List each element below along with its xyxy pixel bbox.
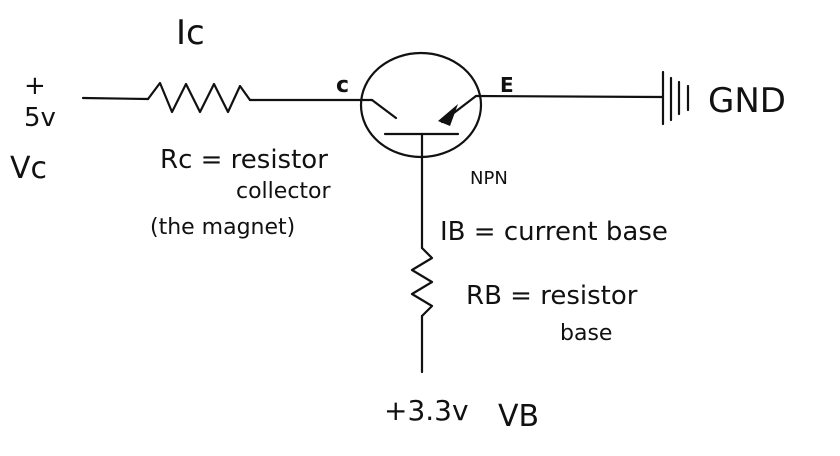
base-supply-label: +3.3v	[384, 394, 469, 427]
collector-resistor-label-line2: collector	[236, 179, 331, 204]
emitter-arrow-icon	[438, 104, 458, 126]
ground-label: GND	[708, 81, 786, 121]
base-current-label: IB = current base	[440, 217, 668, 247]
collector-resistor-symbol	[148, 83, 250, 112]
collector-pin-label: c	[336, 73, 350, 98]
collector-current-label: Ic	[176, 13, 205, 53]
collector-voltage-label: Vc	[10, 151, 48, 186]
collector-supply-wire	[83, 98, 148, 99]
collector-resistor-note: (the magnet)	[150, 215, 296, 240]
transistor-collector-lead	[372, 100, 396, 118]
collector-resistor-label: Rc = resistor	[160, 145, 328, 175]
ground-symbol	[663, 72, 688, 124]
base-resistor-label-line2: base	[560, 321, 613, 346]
base-resistor-symbol	[412, 248, 432, 316]
supply-plus-label: +	[24, 71, 46, 101]
supply-voltage-label: 5v	[24, 103, 56, 133]
transistor-type-label: NPN	[470, 168, 508, 189]
base-voltage-label: VB	[498, 399, 540, 434]
emitter-pin-label: E	[500, 73, 514, 97]
base-resistor-label: RB = resistor	[466, 281, 638, 311]
